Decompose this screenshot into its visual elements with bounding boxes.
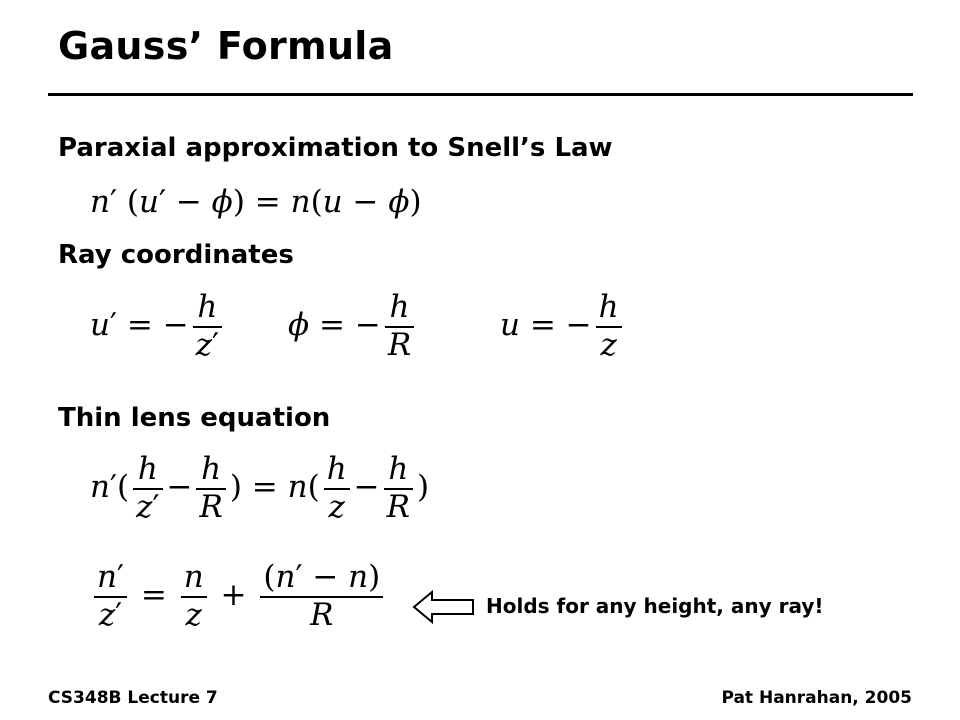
equation-gauss: $\frac{n'}{z'}$ = $\frac{n}{z}$ + $\frac{(n' - n)}{R}$ <box>90 560 387 633</box>
equation-thin-lens: n′( $\frac{h}{z'}$ − $\frac{h}{R}$ ) = n( $\frac{h}{z}$ − $\frac{h}{R}$ ) <box>90 451 430 525</box>
equation-u: u = − $\frac{h}{z}$ <box>500 290 626 363</box>
heading-ray-coordinates: Ray coordinates <box>58 240 294 270</box>
equation-snell-paraxial: n′ (u′ − ϕ) = n(u − ϕ) <box>90 184 422 220</box>
footer-author: Pat Hanrahan, 2005 <box>721 688 912 708</box>
equation-u-prime: u′ = − $\frac{h}{z'}$ <box>90 290 226 363</box>
footer-course: CS348B Lecture 7 <box>48 688 218 708</box>
equation-phi: ϕ = − $\frac{h}{R}$ <box>288 290 418 363</box>
slide-title: Gauss’ Formula <box>58 24 394 68</box>
heading-snell: Paraxial approximation to Snell’s Law <box>58 133 613 163</box>
left-arrow-icon <box>412 589 476 625</box>
title-divider <box>48 93 913 96</box>
note-holds-for-any-ray: Holds for any height, any ray! <box>486 594 824 618</box>
heading-thin-lens: Thin lens equation <box>58 403 331 433</box>
